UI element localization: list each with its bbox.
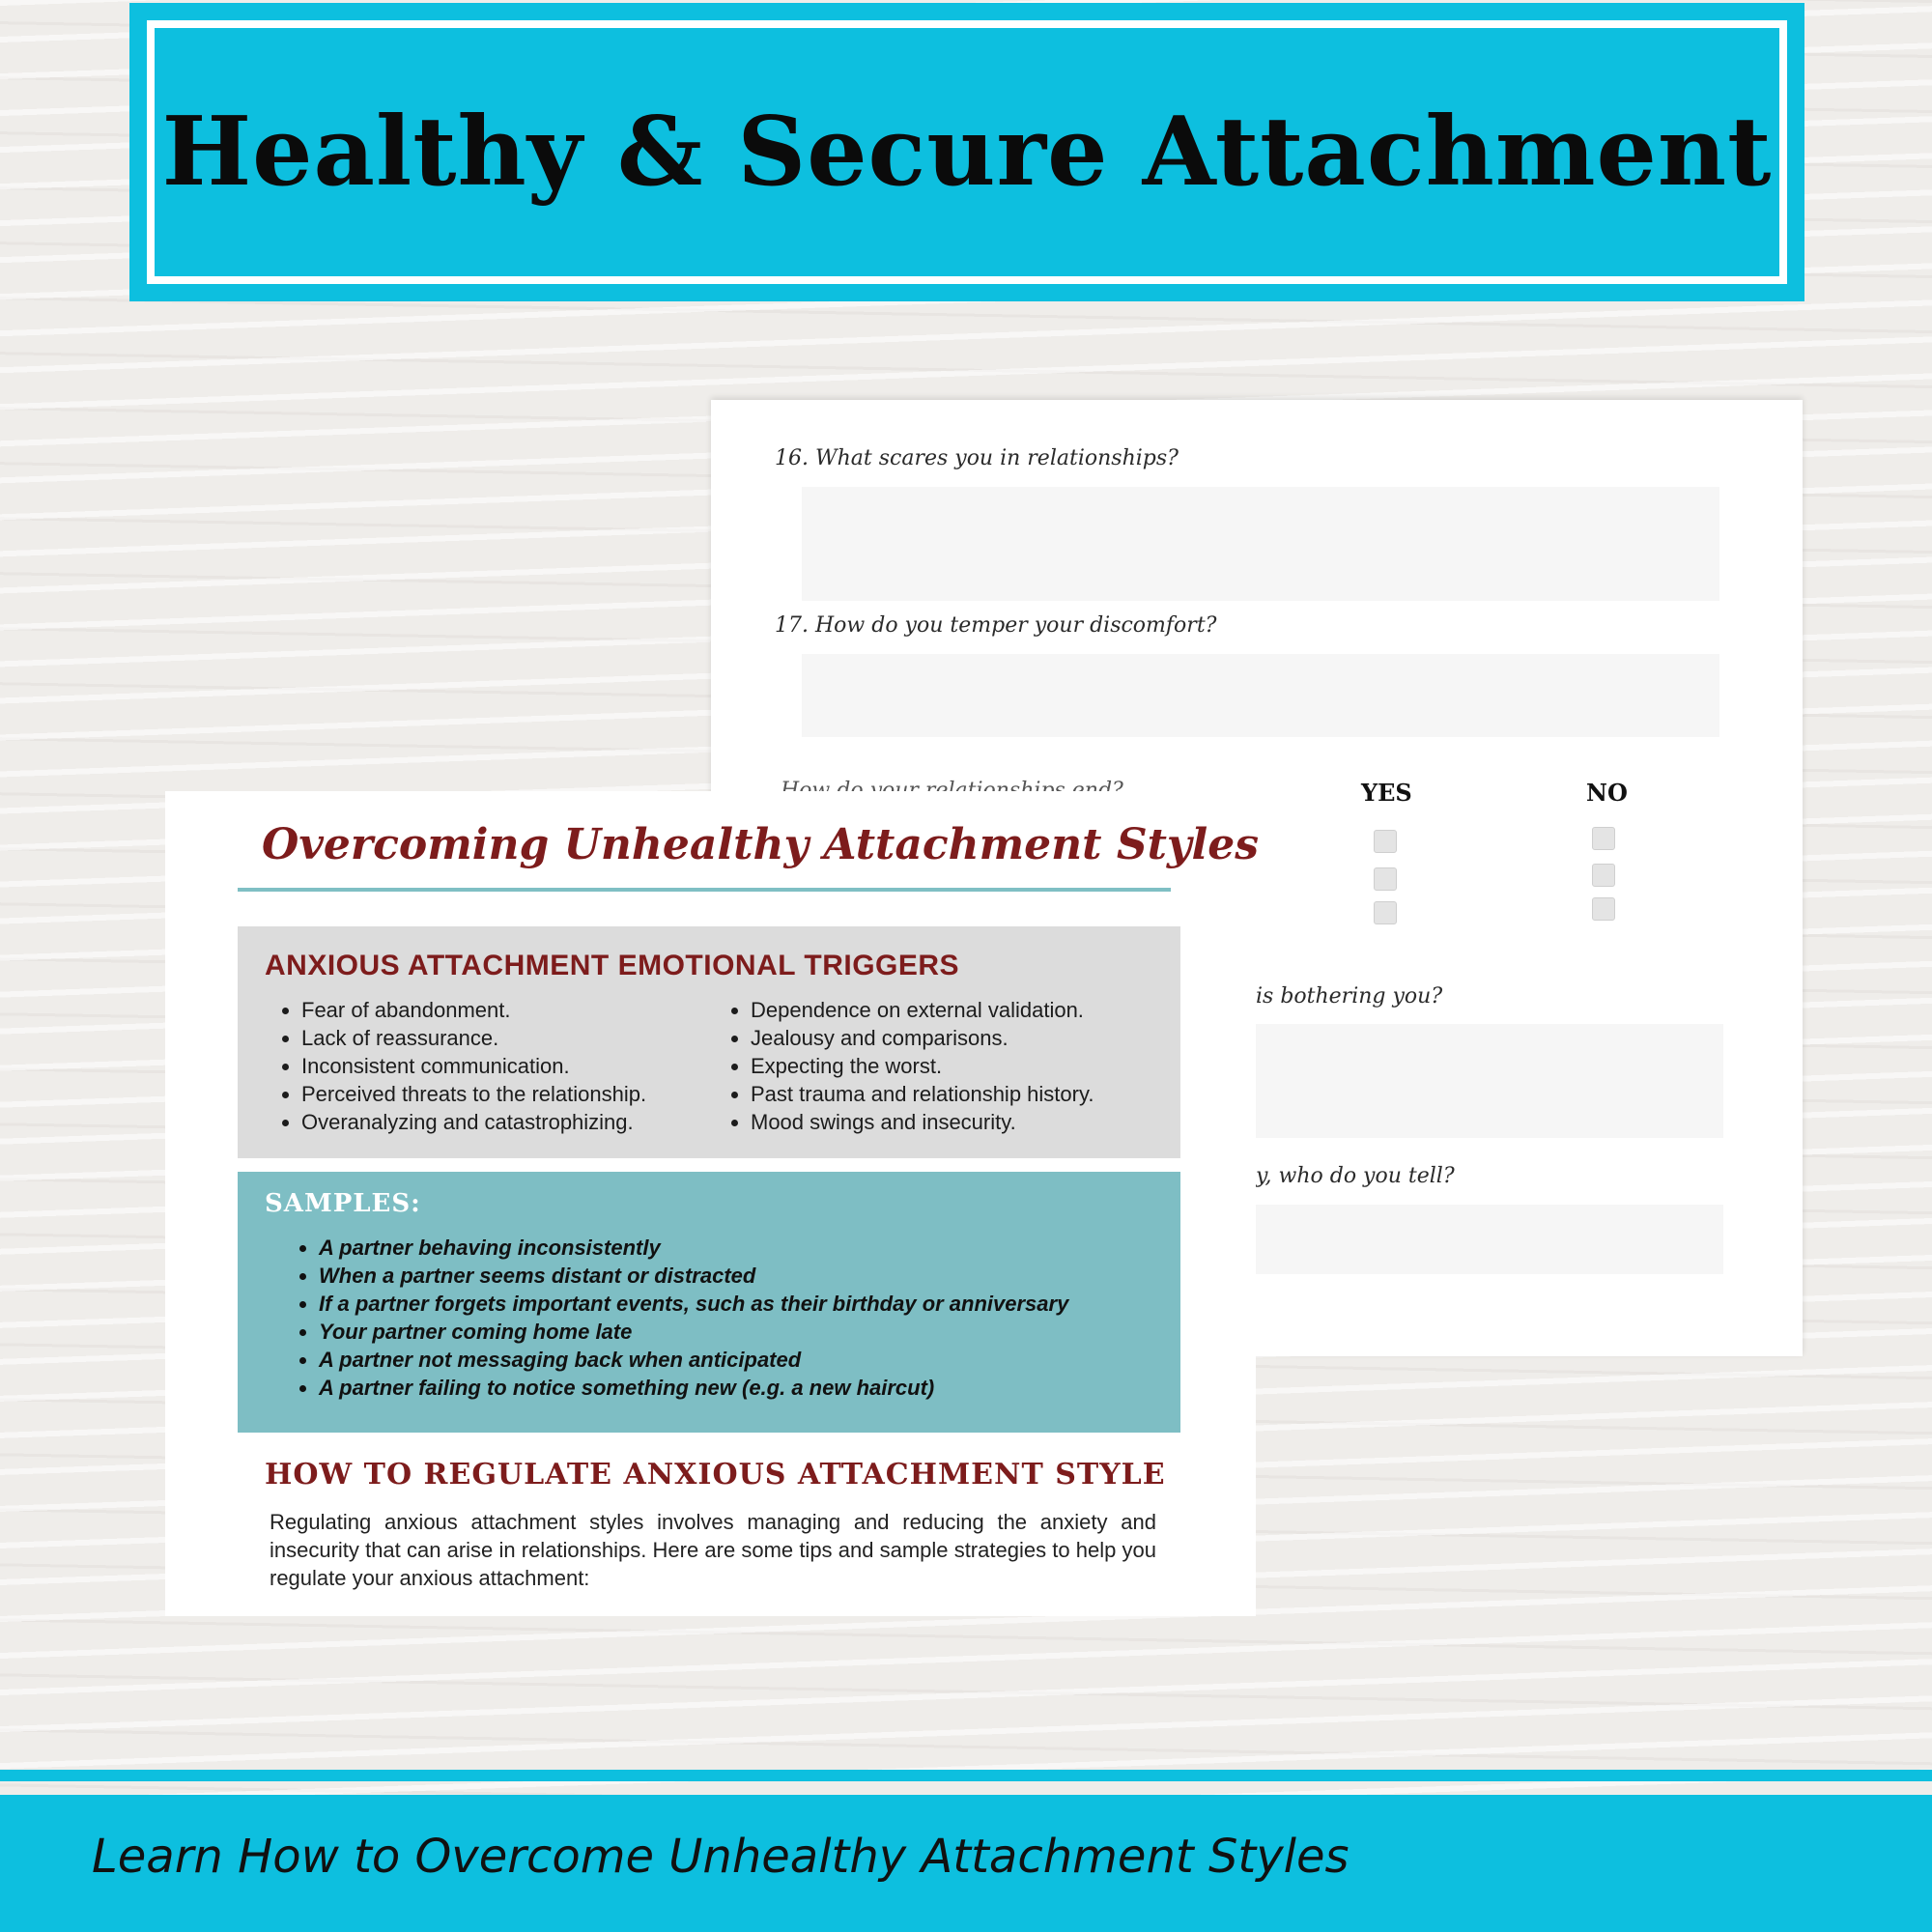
- list-item: • Lack of reassurance.: [301, 1024, 646, 1052]
- triggers-panel: [238, 926, 1180, 1158]
- list-item: • Jealousy and comparisons.: [751, 1024, 1094, 1052]
- header-frame: [147, 20, 1787, 284]
- list-item: • Fear of abandonment.: [301, 996, 646, 1024]
- yes-checkbox-2[interactable]: [1374, 867, 1397, 891]
- question-17-label: 17. How do you temper your discomfort?: [775, 613, 1217, 638]
- list-item: • A partner behaving inconsistently: [319, 1234, 1068, 1262]
- list-item: • Mood swings and insecurity.: [751, 1108, 1094, 1136]
- triggers-list-right: [725, 996, 1094, 1136]
- list-item: • If a partner forgets important events, such as their birthday or anniversary: [319, 1290, 1068, 1318]
- no-checkbox-2[interactable]: [1592, 864, 1615, 887]
- answer-box-19[interactable]: [1256, 1024, 1723, 1138]
- samples-panel: [238, 1172, 1180, 1433]
- title-divider: [238, 888, 1171, 892]
- footer-band: [0, 1795, 1932, 1932]
- no-column-header: NO: [1586, 779, 1628, 807]
- no-checkbox-3[interactable]: [1592, 897, 1615, 921]
- regulate-body: Regulating anxious attachment styles involves managing and reducing the anxiety and insecurity that can arise in relationships. Here are some tips and sample strategies to help you regulate your anxious attachment:: [270, 1510, 1156, 1590]
- samples-list: [294, 1234, 1068, 1402]
- answer-box-20[interactable]: [1256, 1205, 1723, 1274]
- list-item: • A partner not messaging back when anticipated: [319, 1346, 1068, 1374]
- triggers-heading: ANXIOUS ATTACHMENT EMOTIONAL TRIGGERS: [265, 950, 960, 981]
- list-item: • A partner failing to notice something new (e.g. a new haircut): [319, 1374, 1068, 1402]
- yes-checkbox-1[interactable]: [1374, 830, 1397, 853]
- samples-heading: SAMPLES:: [265, 1189, 421, 1218]
- list-item: • Expecting the worst.: [751, 1052, 1094, 1080]
- worksheet-title: Overcoming Unhealthy Attachment Styles: [262, 820, 1259, 869]
- question-19-label: is bothering you?: [1256, 984, 1443, 1009]
- yes-column-header: YES: [1361, 779, 1412, 807]
- list-item: • Inconsistent communication.: [301, 1052, 646, 1080]
- footer-divider: [0, 1770, 1932, 1781]
- list-item: • Overanalyzing and catastrophizing.: [301, 1108, 646, 1136]
- header-title: Healthy & Secure Attachment: [161, 97, 1773, 208]
- worksheet-page: [165, 791, 1259, 1616]
- list-item: • Dependence on external validation.: [751, 996, 1094, 1024]
- list-item: • When a partner seems distant or distracted: [319, 1262, 1068, 1290]
- no-checkbox-1[interactable]: [1592, 827, 1615, 850]
- list-item: • Perceived threats to the relationship.: [301, 1080, 646, 1108]
- list-item: • Past trauma and relationship history.: [751, 1080, 1094, 1108]
- header-banner: [129, 3, 1804, 301]
- list-item: • Your partner coming home late: [319, 1318, 1068, 1346]
- regulate-heading: HOW TO REGULATE ANXIOUS ATTACHMENT STYLE: [265, 1458, 1166, 1492]
- triggers-list-left: [276, 996, 646, 1136]
- answer-box-16[interactable]: [802, 487, 1719, 601]
- answer-box-17[interactable]: [802, 654, 1719, 737]
- yes-checkbox-3[interactable]: [1374, 901, 1397, 924]
- question-16-label: 16. What scares you in relationships?: [775, 446, 1179, 470]
- footer-tagline: Learn How to Overcome Unhealthy Attachment Styles: [92, 1830, 1350, 1884]
- question-20-label: y, who do you tell?: [1256, 1164, 1455, 1188]
- question-18-label: [781, 777, 1123, 790]
